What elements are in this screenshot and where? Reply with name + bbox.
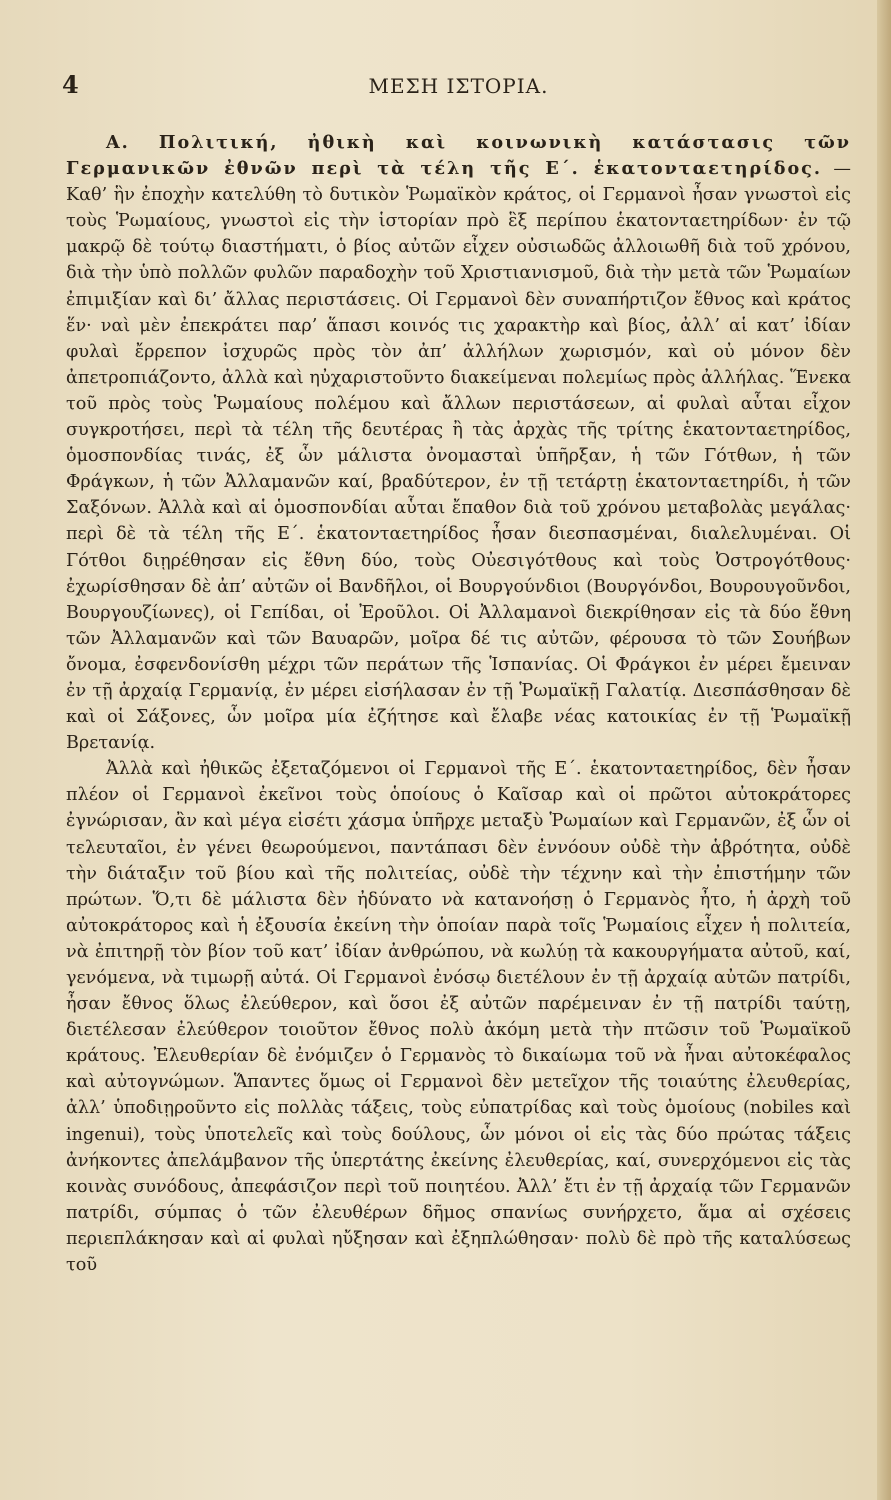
- page-header: [62, 70, 851, 110]
- paragraph-1-text: — Καθ’ ἣν ἐποχὴν κατελύθη τὸ δυτικὸν Ῥωμαϊκὸν κράτος, οἱ Γερμανοὶ ἦσαν γνωστοὶ εἰς τοὺς Ῥωμαίους, γνωστοὶ εἰς τὴν ἱστορίαν πρὸ ἓξ περίπου ἑκατονταετηρίδων· ἐν τῷ μακρῷ δὲ τούτῳ διαστήματι, ὁ βίος αὐτῶν εἶχεν οὐσιωδῶς ἀλλοιωθῆ διὰ τοῦ χρόνου, διὰ τὴν ὑπὸ πολλῶν φυλῶν παραδοχὴν τοῦ Χριστιανισμοῦ, διὰ τὴν μετὰ τῶν Ῥωμαίων ἐπιμιξίαν καὶ δι’ ἄλλας περιστάσεις. Οἱ Γερμανοὶ δὲν συναπήρτιζον ἔθνος καὶ κράτος ἕν· ναὶ μὲν ἐπεκράτει παρ’ ἅπασι κοινός τις χαρακτὴρ καὶ βίος, ἀλλ’ αἱ κατ’ ἰδίαν φυλαὶ ἔρρεπον ἰσχυρῶς πρὸς τὸν ἀπ’ ἀλλήλων χωρισμόν, καὶ οὐ μόνον δὲν ἀπετροπιάζοντο, ἀλλὰ καὶ ηὐχαριστοῦντο διακείμεναι πολεμίως πρὸς ἀλλήλας. Ἕνεκα τοῦ πρὸς τοὺς Ῥωμαίους πολέμου καὶ ἄλλων περιστάσεων, αἱ φυλαὶ αὗται εἶχον συγκροτήσει, περὶ τὰ τέλη τῆς δευτέρας ἢ τὰς ἀρχὰς τῆς τρίτης ἑκατονταετηρίδος, ὁμοσπονδίας τινάς, ἐξ ὧν μάλιστα ὀνομασταὶ ὑπῆρξαν, ἡ τῶν Γότθων, ἡ τῶν Φράγκων, ἡ τῶν Ἀλλαμανῶν καί, βραδύτερον, ἐν τῇ τετάρτῃ ἑκατονταετηρίδι, ἡ τῶν Σαξόνων. Ἀλλὰ καὶ αἱ ὁμοσπονδίαι αὗται ἔπαθον διὰ τοῦ χρόνου μεταβολὰς μεγάλας· περὶ δὲ τὰ τέλη τῆς Ε΄. ἑκατονταετηρίδος ἦσαν διεσπασμέναι, διαλελυμέναι. Οἱ Γότθοι διῃρέθησαν εἰς ἔθνη δύο, τοὺς Οὐεσιγότθους καὶ τοὺς Ὀστρογότθους· ἐχωρίσθησαν δὲ ἀπ’ αὐτῶν οἱ Βανδῆλοι, οἱ Βουργούνδιοι (Βουργόνδοι, Βουρουγοῦνδοι, Βουργουζίωνες), οἱ Γεπίδαι, οἱ Ἐροῦλοι. Οἱ Ἀλλαμανοὶ διεκρίθησαν εἰς τὰ δύο ἔθνη τῶν Ἀλλαμανῶν καὶ τῶν Βαυαρῶν, μοῖρα δέ τις αὐτῶν, φέρουσα τὸ τῶν Σουήβων ὄνομα, ἐσφενδονίσθη μέχρι τῶν περάτων τῆς Ἱσπανίας. Οἱ Φράγκοι ἐν μέρει ἔμειναν ἐν τῇ ἀρχαίᾳ Γερμανίᾳ, ἐν μέρει εἰσήλασαν ἐν τῇ Ῥωμαϊκῇ Γαλατίᾳ. Διεσπάσθησαν δὲ καὶ οἱ Σάξονες, ὧν μοῖρα μία ἐζήτησε καὶ ἔλαβε νέας κατοικίας ἐν τῇ Ῥωμαϊκῇ Βρετανίᾳ.: [66, 159, 851, 754]
- page-number: 4: [62, 70, 79, 99]
- section-heading: Α. Πολιτική, ἠθικὴ καὶ κοινωνικὴ κατάστασις τῶν Γερμανικῶν ἐθνῶν περὶ τὰ τέλη τῆς Ε΄. ἑκατονταετηρίδος.: [66, 132, 851, 180]
- paragraph-2: Ἀλλὰ καὶ ἠθικῶς ἐξεταζόμενοι οἱ Γερμανοὶ τῆς Ε΄. ἑκατονταετηρίδος, δὲν ἦσαν πλέον οἱ Γερμανοὶ ἐκεῖνοι τοὺς ὁποίους ὁ Καῖσαρ καὶ οἱ πρῶτοι αὐτοκράτορες ἐγνώρισαν, ἂν καὶ μέγα εἰσέτι χάσμα ὑπῆρχε μεταξὺ Ῥωμαίων καὶ Γερμανῶν, ἐξ ὧν οἱ τελευταῖοι, ἐν γένει θεωρούμενοι, παντάπασι δὲν ἐννόουν οὐδὲ τὴν ἁβρότητα, οὐδὲ τὴν διάταξιν τοῦ βίου καὶ τῆς πολιτείας, οὐδὲ τὴν τέχνην καὶ τὴν ἐπιστήμην τῶν πρώτων. Ὅ,τι δὲ μάλιστα δὲν ἠδύνατο νὰ κατανοήσῃ ὁ Γερμανὸς ἦτο, ἡ ἀρχὴ τοῦ αὐτοκράτορος καὶ ἡ ἐξουσία ἐκείνη τὴν ὁποίαν παρὰ τοῖς Ῥωμαίοις εἶχεν ἡ πολιτεία, νὰ ἐπιτηρῇ τὸν βίον τοῦ κατ’ ἰδίαν ἀνθρώπου, νὰ κωλύῃ τὰ κακουργήματα αὐτοῦ, καί, γενόμενα, νὰ τιμωρῇ αὐτά. Οἱ Γερμανοὶ ἐνόσῳ διετέλουν ἐν τῇ ἀρχαίᾳ αὐτῶν πατρίδι, ἦσαν ἔθνος ὅλως ἐλεύθερον, καὶ ὅσοι ἐξ αὐτῶν παρέμειναν ἐν τῇ πατρίδι ταύτῃ, διετέλεσαν ἐλεύθερον τοιοῦτον ἔθνος πολὺ ἀκόμη μετὰ τὴν πτῶσιν τοῦ Ῥωμαϊκοῦ κράτους. Ἐλευθερίαν δὲ ἐνόμιζεν ὁ Γερμανὸς τὸ δικαίωμα τοῦ νὰ ἦναι αὐτοκέφαλος καὶ αὐτογνώμων. Ἅπαντες ὅμως οἱ Γερμανοὶ δὲν μετεῖχον τῆς τοιαύτης ἐλευθερίας, ἀλλ’ ὑποδιῃροῦντο εἰς πολλὰς τάξεις, τοὺς εὐπατρίδας καὶ τοὺς ὁμοίους (nobiles καὶ ingenui), τοὺς ὑποτελεῖς καὶ τοὺς δούλους, ὧν μόνοι οἱ εἰς τὰς δύο πρώτας τάξεις ἀνήκοντες ἀπελάμβανον τῆς ὑπερτάτης ἐκείνης ἐλευθερίας, καί, συνερχόμενοι εἰς τὰς κοινὰς συνόδους, ἀπεφάσιζον περὶ τοῦ ποιητέου. Ἀλλ’ ἔτι ἐν τῇ ἀρχαίᾳ τῶν Γερμανῶν πατρίδι, σύμπας ὁ τῶν ἐλευθέρων δῆμος σπανίως συνήρχετο, ἅμα αἱ σχέσεις περιεπλάκησαν καὶ αἱ φυλαὶ ηὔξησαν καὶ ἐξηπλώθησαν· πολὺ δὲ πρὸ τῆς καταλύσεως τοῦ: [66, 759, 851, 1276]
- page-edge-shadow: [877, 0, 891, 1500]
- paragraph-1: [66, 130, 851, 756]
- running-title: ΜΕΣΗ ΙΣΤΟΡΙΑ.: [368, 74, 549, 98]
- body-text: [66, 130, 851, 1278]
